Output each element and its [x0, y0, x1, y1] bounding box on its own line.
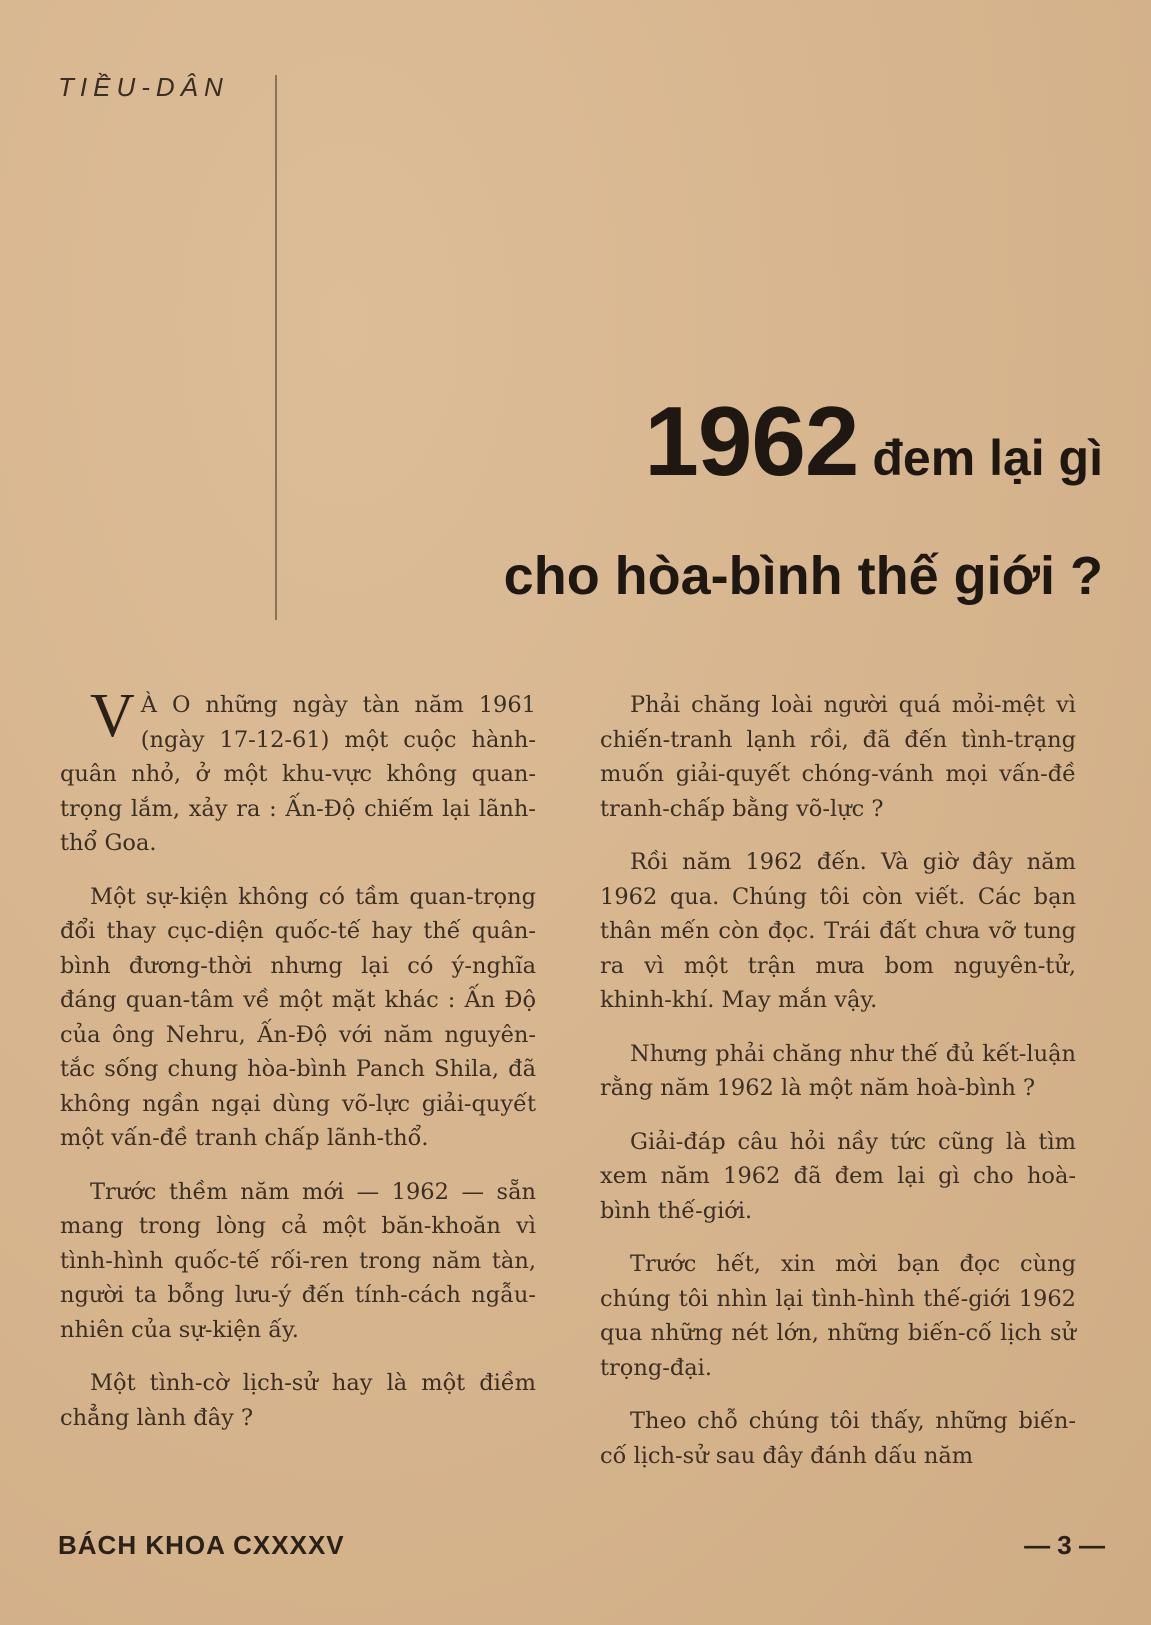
vertical-rule	[275, 75, 277, 620]
left-column	[60, 682, 536, 1454]
paragraph: Nhưng phải chăng như thế đủ kết-luận rằng năm 1962 là một năm hoà-bình ?	[600, 1040, 1076, 1101]
title-rest: đem lại gì	[872, 430, 1103, 486]
paragraph: Phải chăng loài người quá mỏi-mệt vì chiến-tranh lạnh rồi, đã đến tình-trạng muốn giải-quyết chóng-vánh mọi vấn-đề tranh-chấp bằng võ-lực ?	[600, 692, 1076, 822]
publication-name: BÁCH KHOA CXXXXV	[58, 1530, 345, 1560]
author-byline: TIỀU-DÂN	[58, 72, 229, 102]
paragraph: Theo chỗ chúng tôi thấy, những biến-cố lịch-sử sau đây đánh dấu năm	[600, 1408, 1076, 1469]
right-column	[600, 688, 1076, 1492]
paragraph: Trước thềm năm mới — 1962 — sẵn mang trong lòng cả một băn-khoăn vì tình-hình quốc-tế rối-ren trong năm tàn, người ta bỗng lưu-ý đến tính-cách ngẫu-nhiên của sự-kiện ấy.	[60, 1178, 536, 1343]
paragraph: Một tình-cờ lịch-sử hay là một điềm chẳng lành đây ?	[60, 1370, 536, 1431]
title-year: 1962	[644, 386, 859, 496]
paragraph: Giải-đáp câu hỏi nầy tức cũng là tìm xem năm 1962 đã đem lại gì cho hoà-bình thế-giới.	[600, 1128, 1076, 1224]
paragraph: Rồi năm 1962 đến. Và giờ đây năm 1962 qua. Chúng tôi còn viết. Các bạn thân mến còn đọc. Trái đất chưa vỡ tung ra vì một trận mưa bom nguyên-tử, khinh-khí. May mắn vậy.	[600, 849, 1076, 1013]
page-number: — 3 —	[1024, 1530, 1105, 1560]
paragraph: Trước hết, xin mời bạn đọc cùng chúng tôi nhìn lại tình-hình thế-giới 1962 qua những nét lớn, những biến-cố lịch sử trọng-đại.	[600, 1251, 1076, 1381]
drop-cap: V	[90, 682, 135, 750]
article-title-line1	[644, 385, 1103, 498]
paragraph	[60, 682, 536, 861]
paragraph-text: À O những ngày tàn năm 1961 (ngày 17-12-61) một cuộc hành-quân nhỏ, ở một khu-vực không quan-trọng lắm, xảy ra : Ấn-Độ chiếm lại lãnh-thổ Goa.	[60, 692, 536, 856]
paragraph: Một sự-kiện không có tầm quan-trọng đổi thay cục-diện quốc-tế hay thế quân-bình đương-thời nhưng lại có ý-nghĩa đáng quan-tâm về một mặt khác : Ấn Độ của ông Nehru, Ấn-Độ với năm nguyên-tắc sống chung hòa-bình Panch Shila, đã không ngần ngại dùng võ-lực giải-quyết một vấn-đề tranh chấp lãnh-thổ.	[60, 883, 536, 1151]
article-title-line2: cho hòa-bình thế giới ?	[503, 546, 1103, 606]
